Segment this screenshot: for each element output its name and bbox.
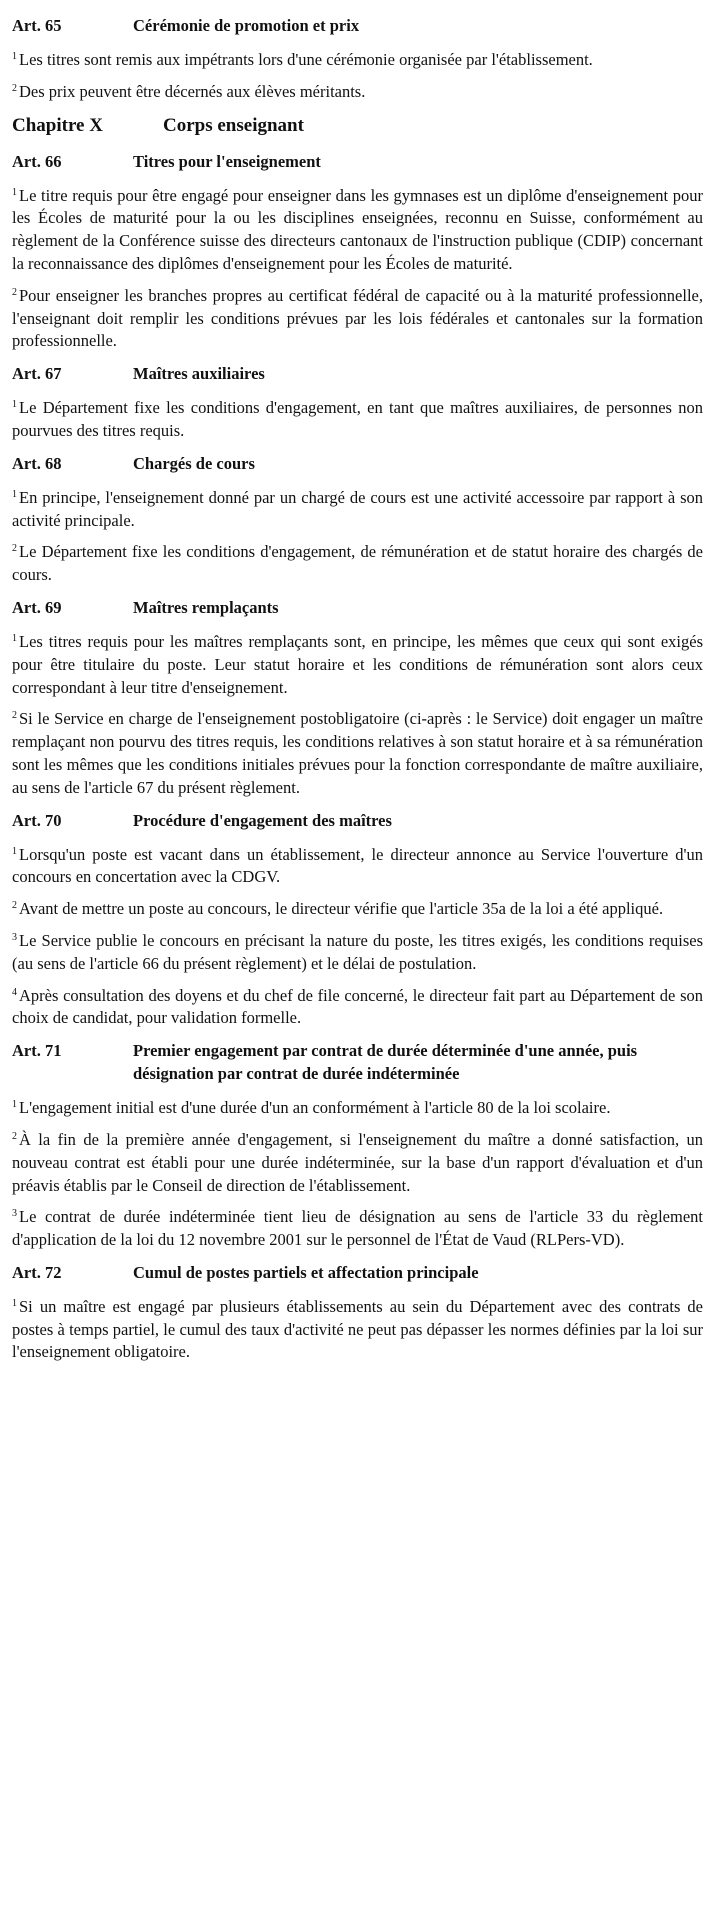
article-heading (12, 1039, 703, 1085)
paragraph-text: Des prix peuvent être décernés aux élèves méritants. (19, 81, 366, 101)
paragraph-number: 1 (12, 1099, 17, 1111)
paragraph (12, 930, 703, 976)
article-number: Art. 68 (12, 453, 62, 473)
article-number: Art. 71 (12, 1041, 62, 1061)
article-title: Procédure d'engagement des maîtres (133, 810, 392, 830)
paragraph (12, 185, 703, 276)
paragraph (12, 1129, 703, 1197)
paragraph-text: Les titres requis pour les maîtres remplaçants sont, en principe, les mêmes que ceux qui sont exigés pour être titulaire du poste. Leur statut horaire et les conditions de rémunération sont alors ceux correspondant à leur titre d'enseignement. (12, 631, 703, 697)
paragraph-text: À la fin de la première année d'engagement, si l'enseignement du maître a donné satisfaction, un nouveau contrat est établi pour une durée indéterminée, sur la base d'un rapport d'évaluation et d'un préavis établis par le Conseil de direction de l'établissement. (12, 1129, 703, 1195)
paragraph-number: 3 (12, 1208, 17, 1220)
paragraph-text: Lorsqu'un poste est vacant dans un établissement, le directeur annonce au Service l'ouverture d'un concours en concertation avec la CDGV. (12, 844, 703, 887)
paragraph (12, 487, 703, 533)
paragraph-text: Pour enseigner les branches propres au certificat fédéral de capacité ou à la maturité professionnelle, l'enseignant doit remplir les conditions prévues par les lois fédérales et cantonales sur la formation professionnelle. (12, 285, 703, 351)
article-heading (12, 150, 703, 173)
article-title: Cumul de postes partiels et affectation principale (133, 1262, 479, 1282)
paragraph (12, 1097, 703, 1120)
paragraph-text: Le Département fixe les conditions d'engagement, de rémunération et de statut horaire des chargés de cours. (12, 542, 703, 585)
paragraph (12, 541, 703, 587)
article-heading (12, 362, 703, 385)
paragraph-number: 1 (12, 1297, 17, 1309)
paragraph (12, 285, 703, 353)
article-heading (12, 14, 703, 37)
article-title: Cérémonie de promotion et prix (133, 16, 360, 35)
article-number: Art. 67 (12, 364, 62, 384)
article-66 (12, 150, 703, 354)
paragraph-number: 1 (12, 632, 17, 644)
paragraph (12, 81, 703, 104)
paragraph-text: Le titre requis pour être engagé pour enseigner dans les gymnases est un diplôme d'enseignement pour les Écoles de maturité pour la ou les disciplines enseignées, reconnu en Suisse, conformément au règlement de la Conférence suisse des directeurs cantonaux de l'instruction publique (CDIP) concernant la reconnaissance des diplômes d'enseignement pour les Écoles de maturité. (12, 185, 703, 273)
paragraph-number: 2 (12, 286, 17, 298)
article-title: Titres pour l'enseignement (133, 151, 321, 171)
paragraph-text: Après consultation des doyens et du chef de file concerné, le directeur fait part au Département de son choix de candidat, pour validation formelle. (12, 985, 703, 1028)
article-number: Art. 70 (12, 810, 62, 830)
article-65 (12, 14, 703, 104)
article-title: Maîtres auxiliaires (133, 364, 265, 384)
paragraph-number: 2 (12, 1130, 17, 1142)
chapter-title: Corps enseignant (163, 114, 304, 136)
paragraph (12, 898, 703, 921)
article-title: Chargés de cours (133, 453, 255, 473)
paragraph (12, 985, 703, 1031)
paragraph-text: Si un maître est engagé par plusieurs établissements au sein du Département avec des contrats de postes à temps partiel, le cumul des taux d'activité ne peut pas dépasser les normes définies par la loi sur l'enseignement obligatoire. (12, 1296, 703, 1362)
paragraph (12, 49, 703, 72)
paragraph-text: En principe, l'enseignement donné par un chargé de cours est une activité accessoire par rapport à son activité principale. (12, 487, 703, 530)
paragraph-text: Avant de mettre un poste au concours, le directeur vérifie que l'article 35a de la loi a été appliqué. (19, 899, 664, 919)
paragraph-number: 4 (12, 986, 17, 998)
paragraph-number: 1 (12, 399, 17, 411)
article-70 (12, 809, 703, 1031)
chapter-heading (12, 113, 703, 139)
article-number: Art. 65 (12, 16, 62, 35)
article-title: Maîtres remplaçants (133, 597, 279, 617)
paragraph (12, 708, 703, 799)
paragraph (12, 1206, 703, 1252)
paragraph-text: Le Service publie le concours en précisant la nature du poste, les titres exigés, les conditions requises (au sens de l'article 66 du présent règlement) et le délai de postulation. (12, 930, 703, 973)
article-72 (12, 1261, 703, 1364)
article-title: Premier engagement par contrat de durée déterminée d'une année, puis désignation par contrat de durée indéterminée (133, 1041, 638, 1084)
paragraph-number: 2 (12, 82, 17, 94)
paragraph-number: 1 (12, 845, 17, 857)
paragraph-number: 2 (12, 900, 17, 912)
paragraph-number: 2 (12, 543, 17, 555)
paragraph (12, 1296, 703, 1364)
article-67 (12, 362, 703, 443)
article-number: Art. 66 (12, 151, 62, 171)
article-heading (12, 452, 703, 475)
paragraph-number: 3 (12, 931, 17, 943)
article-heading (12, 1261, 703, 1284)
paragraph-text: Le contrat de durée indéterminée tient lieu de désignation au sens de l'article 33 du règlement d'application de la loi du 12 novembre 2001 sur le personnel de l'État de Vaud (RLPers-VD). (12, 1207, 703, 1250)
paragraph (12, 631, 703, 699)
article-71 (12, 1039, 703, 1252)
article-number: Art. 69 (12, 597, 62, 617)
paragraph-text: Si le Service en charge de l'enseignement postobligatoire (ci-après : le Service) doit engager un maître remplaçant non pourvu des titres requis, les conditions relatives à son statut horaire et à sa rémunération sont les mêmes que les conditions initiales prévues pour la fonction correspondante de maître auxiliaire, au sens de l'article 67 du présent règlement. (12, 709, 703, 797)
paragraph-number: 1 (12, 51, 17, 62)
article-69 (12, 596, 703, 800)
article-number: Art. 72 (12, 1262, 62, 1282)
paragraph-text: L'engagement initial est d'une durée d'un an conformément à l'article 80 de la loi scolaire. (19, 1098, 611, 1118)
paragraph-number: 2 (12, 710, 17, 722)
article-68 (12, 452, 703, 587)
paragraph-text: Les titres sont remis aux impétrants lors d'une cérémonie organisée par l'établissement. (19, 50, 593, 69)
chapter-number: Chapitre X (12, 114, 103, 136)
paragraph (12, 844, 703, 890)
paragraph (12, 397, 703, 443)
article-heading (12, 809, 703, 832)
paragraph-number: 1 (12, 186, 17, 198)
article-heading (12, 596, 703, 619)
paragraph-number: 1 (12, 488, 17, 500)
paragraph-text: Le Département fixe les conditions d'engagement, en tant que maîtres auxiliaires, de personnes non pourvues des titres requis. (12, 398, 703, 440)
